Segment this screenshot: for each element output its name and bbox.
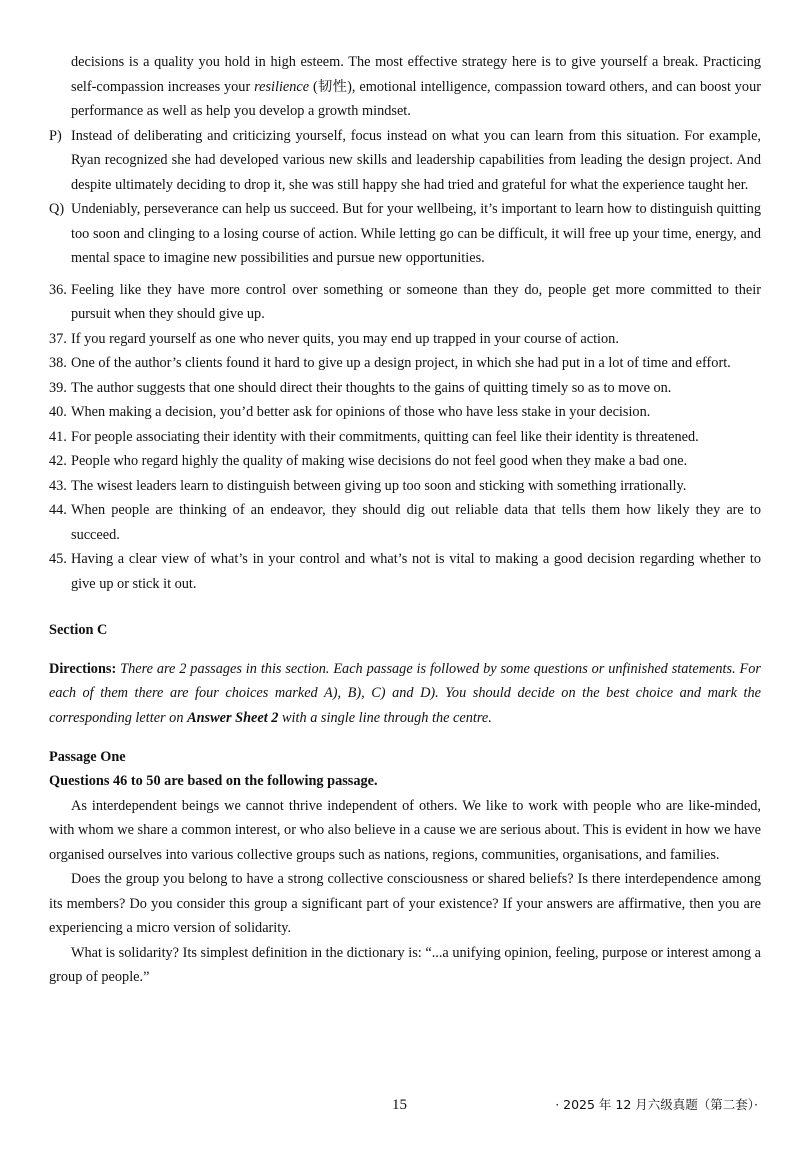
statement-text: The wisest leaders learn to distinguish between giving up too soon and sticking with something irrationally. — [71, 477, 687, 494]
statement-44 — [49, 498, 761, 547]
paragraph-p — [49, 124, 761, 198]
paragraph-text: Undeniably, perseverance can help us succeed. But for your wellbeing, it’s important to learn how to distinguish quitting too soon and clinging to a losing course of action. While letting go can be difficult, it will free up your time, energy, and mental space to imagine new possibilities and pursue new opportunities. — [71, 201, 761, 266]
statement-number: 45. — [49, 551, 67, 567]
statement-43 — [49, 474, 761, 499]
statement-number: 43. — [49, 477, 67, 494]
directions-tail: with a single line through the centre. — [278, 709, 492, 726]
statement-text: Having a clear view of what’s in your control and what’s not is vital to making a good decision regarding whether to give up or stick it out. — [71, 551, 761, 592]
statement-number: 37. — [49, 330, 67, 347]
statement-number: 44. — [49, 502, 67, 518]
statement-45 — [49, 547, 761, 596]
section-c-directions — [49, 657, 761, 731]
statement-37 — [49, 327, 761, 352]
statement-number: 38. — [49, 355, 67, 371]
directions-label: Directions: — [49, 660, 117, 677]
statement-38 — [49, 351, 761, 376]
statement-text: If you regard yourself as one who never quits, you may end up trapped in your course of action. — [71, 330, 619, 347]
statement-text: When making a decision, you’d better ask for opinions of those who have less stake in your decision. — [71, 404, 651, 420]
exam-source-label: · 2025 年 12 月六级真题（第二套）· — [555, 1097, 758, 1112]
statement-text: For people associating their identity with their commitments, quitting can feel like their identity is threatened. — [71, 428, 699, 445]
statement-text: The author suggests that one should direct their thoughts to the gains of quitting timely so as to move on. — [71, 379, 672, 396]
statement-42 — [49, 449, 761, 474]
statement-number: 40. — [49, 404, 67, 420]
paragraph-q — [49, 197, 761, 271]
opening-text-after: , emotional intelligence, compassion toward others, and can boost your performance as well as help you develop a growth mindset. — [71, 78, 761, 119]
statement-number: 36. — [49, 281, 67, 298]
paragraph-o-continued — [49, 50, 761, 124]
statement-number: 42. — [49, 453, 67, 469]
passage-paragraph: As interdependent beings we cannot thrive independent of others. We like to work with people who are like-minded, with whom we share a common interest, or who also believe in a cause we are serious about. This is evident in how we have organised ourselves into various collective groups such as nations, regions, communities, organisations, and families. — [49, 797, 762, 863]
statement-text: People who regard highly the quality of making wise decisions do not feel good when they make a bad one. — [71, 453, 688, 469]
page-number: 15 — [392, 1097, 407, 1113]
statement-text: One of the author’s clients found it hard to give up a design project, in which she had put in a lot of time and effort. — [71, 355, 731, 371]
statement-number: 41. — [49, 428, 67, 445]
statement-text: Feeling like they have more control over something or someone than they do, people get more committed to their pursuit when they should give up. — [71, 281, 761, 322]
passage-paragraph: Does the group you belong to have a strong collective consciousness or shared beliefs? Is there interdependence among its members? Do you consider this group a significant part of your existence? If your answers are affirmative, then you are experiencing a micro version of solidarity. — [49, 871, 761, 937]
questions-intro: Questions 46 to 50 are based on the following passage. — [49, 773, 378, 790]
statement-text: When people are thinking of an endeavor, they should dig out reliable data that tells them how likely they are to succeed. — [71, 502, 761, 543]
statement-number: 39. — [49, 379, 67, 396]
page-footer — [0, 1093, 800, 1113]
statement-39 — [49, 376, 761, 401]
passage-title: Passage One — [49, 748, 126, 765]
page-body — [49, 50, 761, 990]
resilience-word: resilience — [254, 78, 310, 95]
statement-40 — [49, 400, 761, 425]
paragraph-label: Q) — [49, 201, 65, 217]
section-c-title: Section C — [49, 622, 108, 638]
paragraph-label: P) — [49, 127, 62, 144]
statement-41 — [49, 425, 761, 450]
directions-text: There are 2 passages in this section. Each passage is followed by some questions or unfinished statements. For each of them there are four choices marked A), B), C) and D). You should decide on the best choice and mark the corresponding letter on — [49, 660, 761, 726]
opening-text-before: decisions is a quality you hold in high esteem. The most effective strategy here is to give yourself a break. Practicing self-compassion increases your — [71, 54, 761, 95]
paragraph-text: Instead of deliberating and criticizing yourself, focus instead on what you can learn from this situation. For example, Ryan recognized she had developed various new skills and leadership capabilities from leading the design project. And despite ultimately deciding to drop it, she was still happy she had tried and grateful for what the experience taught her. — [71, 127, 761, 193]
passage-paragraph: What is solidarity? Its simplest definition in the dictionary is: “...a unifying opinion, feeling, purpose or interest among a group of people.” — [49, 944, 761, 986]
answer-sheet-label: Answer Sheet 2 — [187, 709, 279, 726]
statement-36 — [49, 278, 761, 327]
resilience-gloss: (韧性) — [309, 78, 352, 95]
